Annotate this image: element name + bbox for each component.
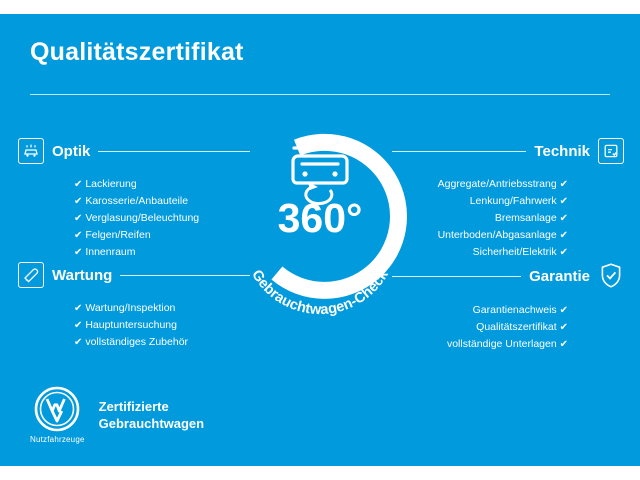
check-icon: ✔ <box>74 337 83 348</box>
list-item <box>392 193 568 210</box>
section-technik-items <box>392 176 624 261</box>
section-garantie <box>392 262 624 353</box>
section-garantie-items <box>392 302 624 353</box>
section-technik <box>392 138 624 261</box>
list-item-label: Wartung/Inspektion <box>85 302 176 314</box>
list-item <box>392 227 568 244</box>
top-border-band <box>0 0 640 14</box>
check-icon: ✔ <box>74 247 83 258</box>
check-icon: ✔ <box>559 179 568 190</box>
list-item-label: Sicherheit/Elektrik <box>472 246 557 258</box>
section-garantie-header <box>392 262 624 290</box>
section-optik-header <box>18 138 250 164</box>
badge-360-check <box>222 104 418 326</box>
page-title: Qualitätszertifikat <box>30 38 244 66</box>
list-item-label: vollständiges Zubehör <box>85 336 189 348</box>
section-optik-items <box>18 176 250 261</box>
footer-line-1: Zertifizierte <box>98 399 169 414</box>
check-icon: ✔ <box>559 196 568 207</box>
list-item-label: Karosserie/Anbauteile <box>85 195 189 207</box>
section-wartung-items <box>18 300 250 351</box>
car-wash-icon <box>18 138 44 164</box>
list-item-label: Hauptuntersuchung <box>85 319 177 331</box>
badge-value: 360° <box>277 195 363 241</box>
list-item-label: Innenraum <box>85 246 136 258</box>
list-item <box>392 176 568 193</box>
list-item <box>392 244 568 261</box>
list-item <box>74 334 250 351</box>
check-icon: ✔ <box>559 247 568 258</box>
check-icon: ✔ <box>74 230 83 241</box>
list-item <box>392 210 568 227</box>
check-icon: ✔ <box>559 230 568 241</box>
check-icon: ✔ <box>74 213 83 224</box>
list-item <box>392 302 568 319</box>
check-icon: ✔ <box>559 322 568 333</box>
list-item <box>392 319 568 336</box>
list-item-label: Bremsanlage <box>494 212 557 224</box>
list-item-label: Garantienachweis <box>472 304 557 316</box>
list-item-label: Aggregate/Antriebsstrang <box>437 178 557 190</box>
vw-logo <box>30 386 85 444</box>
list-item-label: Qualitätszertifikat <box>476 321 557 333</box>
section-wartung <box>18 262 250 351</box>
section-wartung-title: Wartung <box>52 266 113 284</box>
vw-logo-icon <box>34 386 80 432</box>
section-garantie-title: Garantie <box>529 267 590 285</box>
title-divider <box>30 94 610 95</box>
section-technik-title: Technik <box>534 142 590 160</box>
list-item-label: Felgen/Reifen <box>85 229 151 241</box>
list-item <box>392 336 568 353</box>
list-item-label: Lackierung <box>85 178 137 190</box>
check-icon: ✔ <box>74 179 83 190</box>
list-item-label: Verglasung/Beleuchtung <box>85 212 200 224</box>
list-item-label: vollständige Unterlagen <box>446 338 557 350</box>
list-item-label: Unterboden/Abgasanlage <box>437 229 557 241</box>
check-icon: ✔ <box>559 339 568 350</box>
list-item-label: Lenkung/Fahrwerk <box>469 195 557 207</box>
service-wrench-icon <box>18 262 44 288</box>
check-icon: ✔ <box>74 320 83 331</box>
check-icon: ✔ <box>559 213 568 224</box>
section-technik-header <box>392 138 624 164</box>
check-icon: ✔ <box>74 196 83 207</box>
shield-check-icon <box>598 262 624 290</box>
section-optik-title: Optik <box>52 142 91 160</box>
footer-text <box>99 398 204 432</box>
vw-logo-subtitle: Nutzfahrzeuge <box>30 435 85 444</box>
section-optik <box>18 138 250 261</box>
section-wartung-header <box>18 262 250 288</box>
footer <box>30 386 204 444</box>
footer-line-2: Gebrauchtwagen <box>98 416 205 431</box>
check-icon: ✔ <box>74 303 83 314</box>
bottom-border-band <box>0 466 640 480</box>
check-icon: ✔ <box>559 305 568 316</box>
clipboard-check-icon <box>598 138 624 164</box>
badge-arc-label: Gebrauchtwagen-Check <box>248 267 392 319</box>
